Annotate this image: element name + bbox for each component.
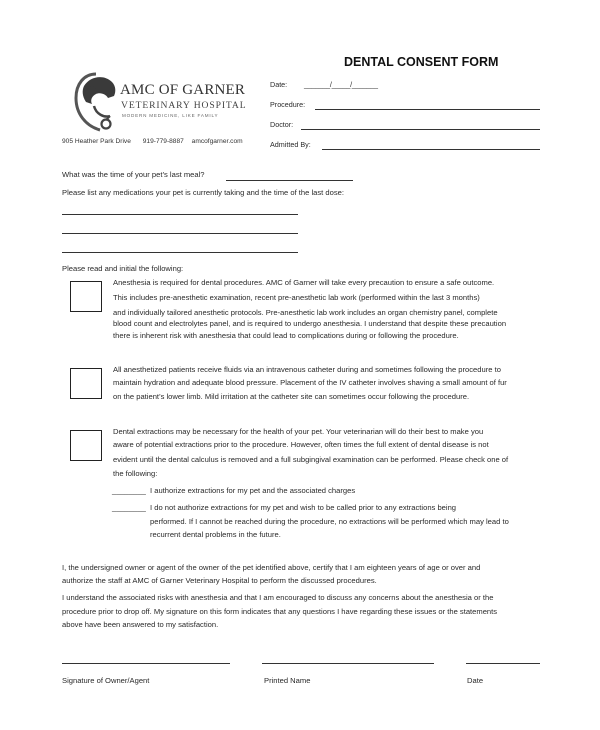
date-label: Date: [270,80,288,89]
certify-line: authorize the staff at AMC of Garner Veterinary Hospital to perform the discussed procedures. [62,576,377,585]
decline-option-line: performed. If I cannot be reached during the procedure, no extractions will be performed which may lead to [150,517,509,526]
form-title: DENTAL CONSENT FORM [344,55,499,69]
authorize-option: I authorize extractions for my pet and the associated charges [150,486,356,495]
doctor-field[interactable] [301,129,540,130]
paragraph-line: the following: [113,469,158,478]
certify-line: I, the undersigned owner or agent of the owner of the pet identified above, certify that I am eighteen years of age or over and [62,563,481,572]
logo-tagline: MODERN MEDICINE, LIKE FAMILY [122,113,219,118]
owner-signature-field[interactable] [62,663,230,664]
logo-line1: AMC OF GARNER [120,82,246,98]
contact-website: amcofgarner.com [191,138,243,145]
logo [70,68,270,140]
dog-stethoscope-icon [70,68,120,138]
contact-phone: 919-779-8887 [142,138,184,145]
paragraph-line: blood count and electrolytes panel, and is required to undergo anesthesia. I understand that despite these precaution [113,319,507,328]
paragraph-line: there is inherent risk with anesthesia that could lead to complications during or following the procedure. [113,331,459,340]
contact-line [62,138,243,145]
last-meal-field[interactable] [226,180,353,181]
initial-box-extractions[interactable] [70,430,102,461]
procedure-label: Procedure: [270,100,306,109]
paragraph-line: Dental extractions may be necessary for the health of your pet. Your veterinarian will do their best to make you [113,427,484,436]
logo-line2: VETERINARY HOSPITAL [121,100,247,111]
admitted-by-field[interactable] [322,149,540,150]
medications-question: Please list any medications your pet is currently taking and the time of the last dose: [62,188,344,197]
printed-name-label: Printed Name [264,676,311,685]
paragraph-line: Anesthesia is required for dental procedures. AMC of Garner will take every precaution to ensure a safe outcome. [113,278,495,287]
decline-blank[interactable]: ________ [112,503,146,512]
date-field[interactable]: _______/_____/_______ [304,80,378,89]
initial-box-catheter[interactable] [70,368,102,399]
decline-option-line: I do not authorize extractions for my pet and wish to be called prior to any extractions being [150,503,457,512]
contact-address: 905 Heather Park Drive [62,138,131,145]
paragraph-line: maintain hydration and adequate blood pressure. Placement of the IV catheter involves shaving a small amount of fur [113,378,507,387]
paragraph-line: This includes pre-anesthetic examination, recent pre-anesthetic lab work (performed within the last 3 months) [113,293,480,302]
paragraph-line: and individually tailored anesthetic protocols. Pre-anesthetic lab work includes an organ chemistry panel, complete [113,308,498,317]
procedure-field[interactable] [315,109,540,110]
paragraph-line: evident until the dental calculus is removed and a full subgingival examination can be performed. Please check one of [113,455,509,464]
initial-instruction: Please read and initial the following: [62,264,184,273]
owner-signature-label: Signature of Owner/Agent [62,676,150,685]
date-signature-label: Date [467,676,484,685]
date-signature-field[interactable] [466,663,540,664]
admitted-by-label: Admitted By: [270,140,311,149]
understand-line: I understand the associated risks with anesthesia and that I am encouraged to discuss any concerns about the anesthesia or the [62,593,494,602]
medications-line-3[interactable] [62,252,298,253]
paragraph-line: on the patient’s lower limb. Mild irritation at the catheter site can sometimes occur following the procedure. [113,392,470,401]
decline-option-line: recurrent dental problems in the future. [150,530,281,539]
paragraph-line: aware of potential extractions prior to the procedure. However, often times the full extent of dental disease is not [113,440,489,449]
printed-name-field[interactable] [262,663,434,664]
initial-box-anesthesia[interactable] [70,281,102,312]
paragraph-line: All anesthetized patients receive fluids via an intravenous catheter during and sometimes following the procedure to [113,365,501,374]
medications-line-2[interactable] [62,233,298,234]
authorize-blank[interactable]: ________ [112,486,146,495]
understand-line: procedure prior to drop off. My signature on this form indicates that any questions I have regarding these issues or the statements [62,607,498,616]
last-meal-question: What was the time of your pet’s last meal? [62,170,205,179]
understand-line: above have been answered to my satisfaction. [62,620,219,629]
doctor-label: Doctor: [270,120,294,129]
medications-line-1[interactable] [62,214,298,215]
